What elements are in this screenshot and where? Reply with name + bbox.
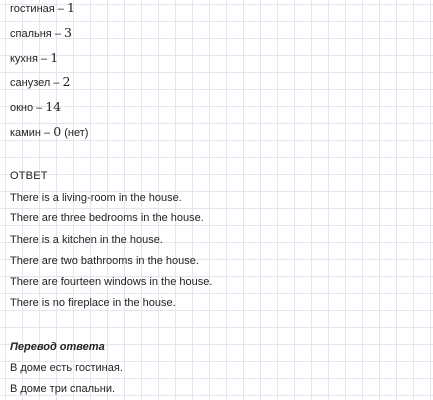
room-separator: – <box>50 77 63 89</box>
answer-line: There is a living-room in the house. <box>10 192 182 204</box>
room-label: окно <box>10 102 34 114</box>
room-label: камин <box>10 127 41 139</box>
room-label: гостиная <box>10 3 55 15</box>
room-separator: – <box>54 3 67 15</box>
room-label: кухня <box>10 53 38 65</box>
room-separator: – <box>37 53 51 65</box>
room-count: 0 <box>53 124 62 139</box>
room-item-window <box>10 100 61 115</box>
room-item-bedroom <box>10 26 72 41</box>
room-count: 14 <box>45 99 62 114</box>
room-item-living-room <box>10 1 75 16</box>
room-separator: – <box>51 28 64 40</box>
answer-line: There are fourteen windows in the house. <box>10 276 213 288</box>
translation-line: В доме есть гостиная. <box>10 362 123 374</box>
answer-line: There are three bedrooms in the house. <box>10 212 204 224</box>
answer-line: There is no fireplace in the house. <box>10 297 176 309</box>
answer-line: There are two bathrooms in the house. <box>10 255 199 267</box>
room-separator: – <box>33 102 46 114</box>
room-item-bathroom <box>10 75 70 90</box>
room-count: 1 <box>66 0 75 15</box>
room-note: (нет) <box>61 127 89 139</box>
room-count: 1 <box>50 50 59 65</box>
translation-line: В доме три спальни. <box>10 383 116 395</box>
room-count: 2 <box>62 74 71 89</box>
answer-line: There is a kitchen in the house. <box>10 234 163 246</box>
room-item-kitchen <box>10 51 58 66</box>
room-label: санузел <box>10 77 51 89</box>
room-separator: – <box>40 127 54 139</box>
translation-heading: Перевод ответа <box>10 341 105 353</box>
room-label: спальня <box>10 28 52 40</box>
room-item-fireplace <box>10 125 88 140</box>
room-count: 3 <box>64 25 72 40</box>
answer-heading: ОТВЕТ <box>10 170 48 182</box>
